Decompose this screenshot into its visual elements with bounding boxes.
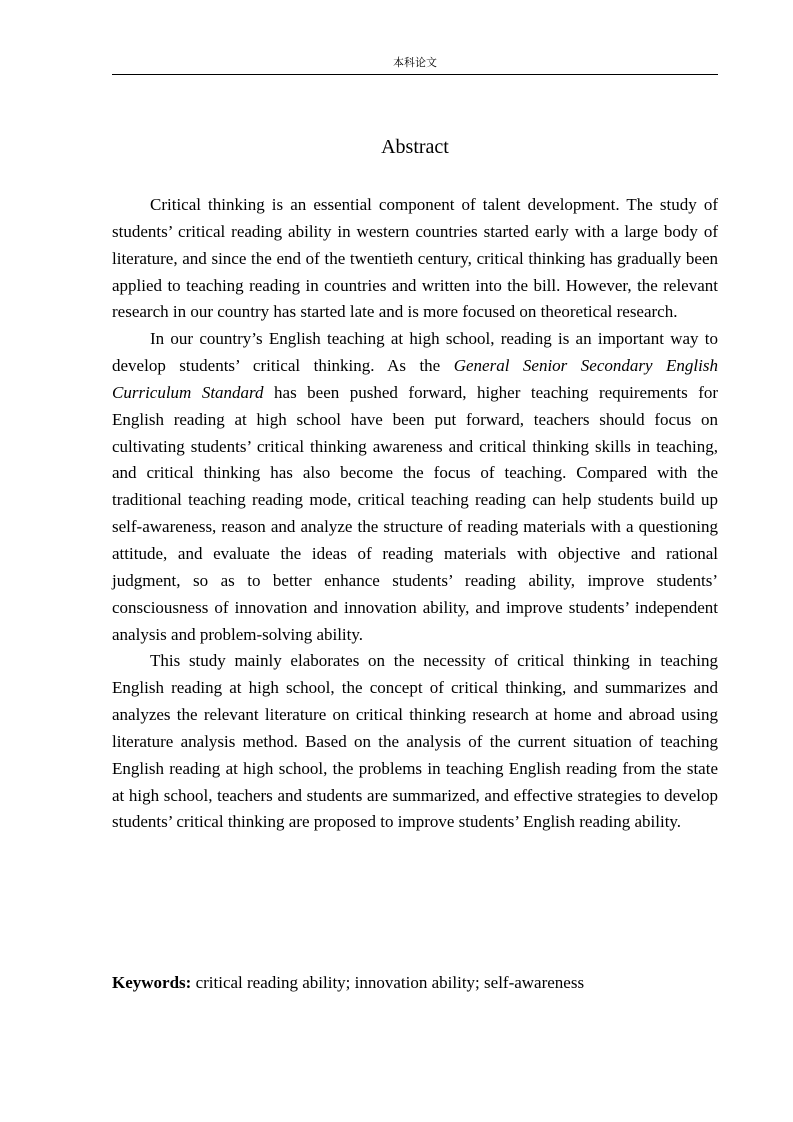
abstract-title: Abstract	[381, 136, 449, 158]
abstract-body	[112, 192, 718, 836]
paragraph-2-text-after: has been pushed forward, higher teaching requirements for English reading at high school have been put forward, teachers should focus on cultivating students’ critical thinking awareness and critical thinking skills in teaching, and critical thinking has also become the focus of teaching. Compared with the traditional teaching reading mode, critical teaching reading can help students build up self-awareness, reason and analyze the structure of reading materials with a questioning attitude, and evaluate the ideas of reading materials with objective and rational judgment, so as to better enhance students’ reading ability, improve students’ consciousness of innovation and innovation ability, and improve students’ independent analysis and problem-solving ability.	[112, 382, 719, 644]
keywords-line	[112, 970, 718, 996]
curriculum-standard-title: General Senior Secondary English Curriculum Standard	[112, 356, 718, 402]
keywords-text: critical reading ability; innovation ability; self-awareness	[191, 973, 585, 992]
header-text: 本科论文	[393, 56, 437, 69]
abstract-paragraph-3: This study mainly elaborates on the necessity of critical thinking in teaching English reading at high school, the concept of critical thinking, and summarizes and analyzes the relevant literature on critical thinking research at home and abroad using literature analysis method. Based on the analysis of the current situation of teaching English reading at high school, the problems in teaching English reading from the state at high school, teachers and students are summarized, and effective strategies to develop students’ critical thinking are proposed to improve students’ English reading ability.	[112, 651, 718, 832]
abstract-paragraph-2	[112, 326, 718, 648]
paragraph-2-text-before: In our country’s English teaching at high school, reading is an important way to develop students’ critical thinking. As the	[112, 329, 718, 376]
page-header	[112, 56, 718, 75]
keywords-label: Keywords:	[112, 973, 192, 992]
abstract-paragraph-1: Critical thinking is an essential component of talent development. The study of students’ critical reading ability in western countries started early with a large body of literature, and since the end of the twentieth century, critical thinking has gradually been applied to teaching reading in countries and written into the bill. However, the relevant research in our country has started late and is more focused on theoretical research.	[112, 195, 718, 322]
